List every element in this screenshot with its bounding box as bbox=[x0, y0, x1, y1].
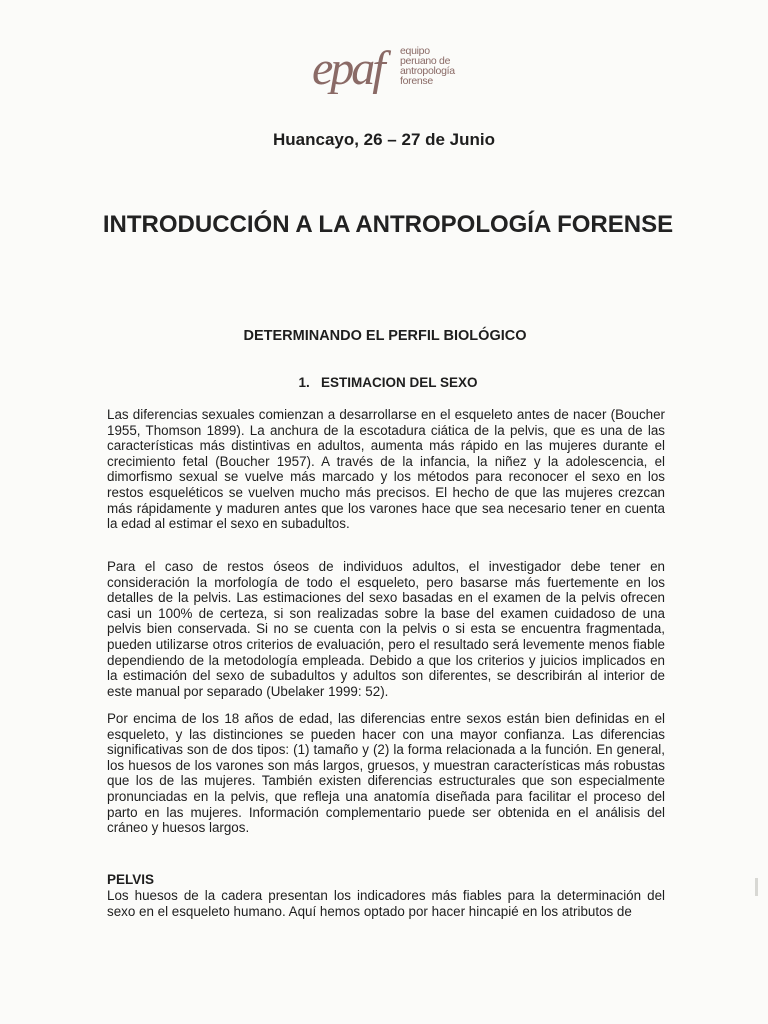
paragraph: Para el caso de restos óseos de individuos adultos, el investigador debe tener en consideración la morfología de todo el esqueleto, pero basarse más fuertemente en los detalles de la pelvis. Las estimaciones del sexo basadas en el examen de la pelvis ofrecen casi un 100% de certeza, si son realizadas sobre la base del examen cuidadoso de una pelvis bien conservada. Si no se cuenta con la pelvis o si esta se encuentra fragmentada, pueden utilizarse otros criterios de evaluación, pero el resultado será levemente menos fiable dependiendo de la metodología empleada. Debido a que los criterios y juicios implicados en la estimación del sexo de subadultos y adultos son diferentes, se describirán al interior de este manual por separado (Ubelaker 1999: 52). bbox=[107, 559, 665, 699]
epaf-wordmark-icon bbox=[312, 40, 407, 102]
pelvis-heading: PELVIS bbox=[107, 872, 155, 887]
logo-line: peruano de bbox=[400, 55, 451, 67]
date-line: Huancayo, 26 – 27 de Junio bbox=[272, 130, 496, 149]
logo-line: antropología bbox=[400, 65, 455, 77]
paragraph: Por encima de los 18 años de edad, las diferencias entre sexos están bien definidas en el esqueleto, y las distinciones se pueden hacer con una mayor confianza. Las diferencias significativas son de dos tipos: (1) tamaño y (2) la forma relacionada a la función. En general, los huesos de los varones son más largos, gruesos, y muestran características más robustas que los de las mujeres. También existen diferencias estructurales que son especialmente pronunciadas en la pelvis, que refleja una anatomía diseñada para facilitar el proceso del parto en las mujeres. Información complementario puede ser obtenida en el análisis del cráneo y huesos largos. bbox=[107, 711, 665, 836]
svg-text:epaf: epaf bbox=[312, 42, 383, 95]
page-title: INTRODUCCIÓN A LA ANTROPOLOGÍA FORENSE bbox=[102, 211, 674, 238]
paragraph: Las diferencias sexuales comienzan a desarrollarse en el esqueleto antes de nacer (Boucher 1955, Thomson 1899). La anchura de la escotadura ciática de la pelvis, que es una de las características más distintivas en adultos, aumenta más rápido en las mujeres durante el crecimiento fetal (Boucher 1957). A través de la infancia, la niñez y la adolescencia, el dimorfismo sexual se vuelve más marcado y los métodos para reconocer el sexo en los restos esqueléticos se vuelven mucho más precisos. El hecho de que las mujeres crezcan más rápidamente y maduren antes que los varones hace que sea necesario tener en cuenta la edad al estimar el sexo en subadultos. bbox=[107, 407, 665, 532]
paragraph: Los huesos de la cadera presentan los indicadores más fiables para la determinación del sexo en el esqueleto humano. Aquí hemos optado por hacer hincapié en los atributos de bbox=[107, 888, 665, 919]
section-title: DETERMINANDO EL PERFIL BIOLÓGICO bbox=[243, 328, 527, 344]
logo-line: equipo bbox=[400, 45, 430, 57]
epaf-logo bbox=[312, 40, 482, 102]
scan-artifact bbox=[755, 878, 758, 896]
logo-line: forense bbox=[400, 75, 433, 87]
logo-text bbox=[400, 46, 455, 86]
subsection-title: 1. ESTIMACION DEL SEXO bbox=[298, 375, 478, 390]
